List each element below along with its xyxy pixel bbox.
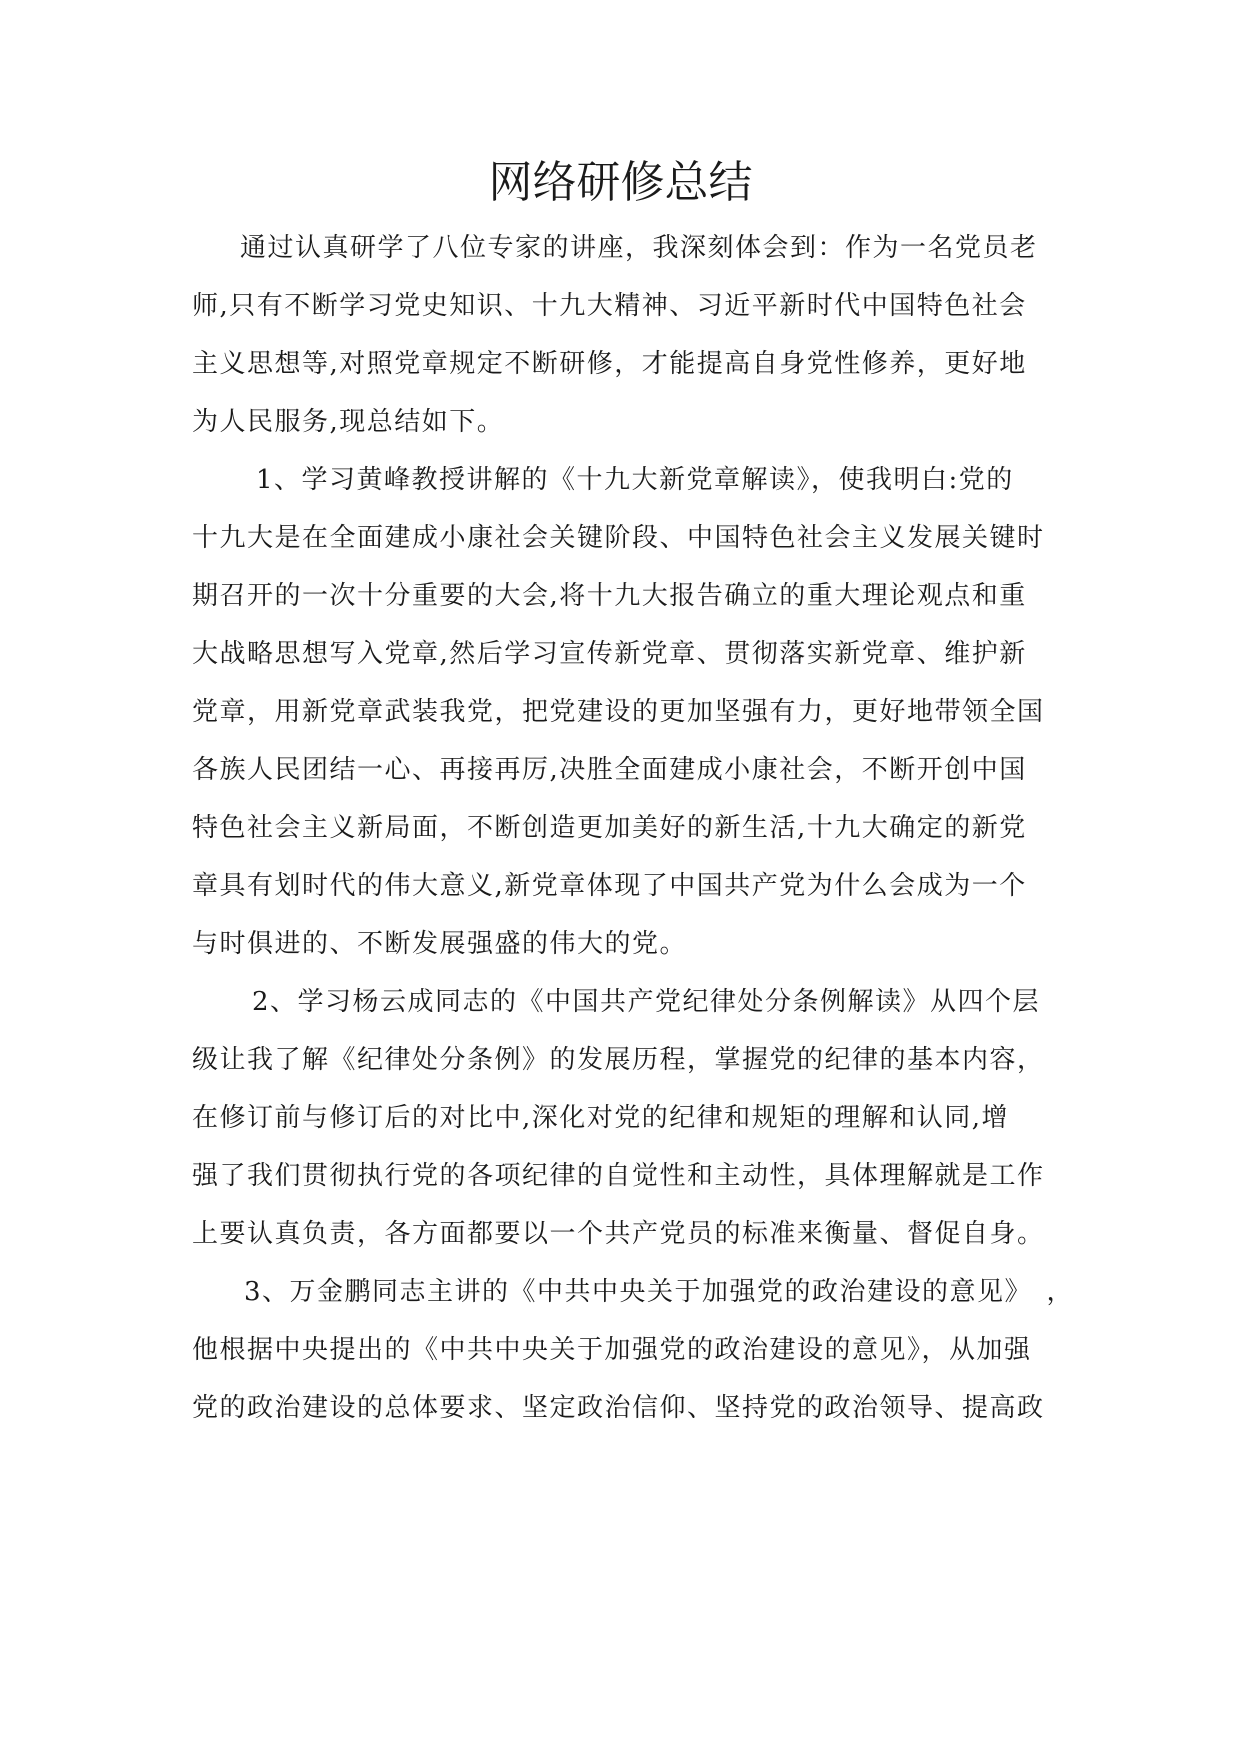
paragraph-4-line-3: 党的政治建设的总体要求、坚定政治信仰、坚持党的政治领导、提高政: [192, 1393, 1045, 1423]
paragraph-1-line-4: 为人民服务,现总结如下。: [192, 407, 505, 437]
paragraph-3-line-3: 在修订前与修订后的对比中,深化对党的纪律和规矩的理解和认同,增: [192, 1103, 1010, 1133]
paragraph-1-line-3: 主义思想等,对照党章规定不断研修，才能提高自身党性修养，更好地: [192, 349, 1027, 379]
paragraph-1-line-1: 通过认真研学了八位专家的讲座，我深刻体会到：作为一名党员老: [240, 233, 1038, 263]
paragraph-2-line-5: 党章，用新党章武装我党，把党建设的更加坚强有力，更好地带领全国: [192, 697, 1045, 727]
paragraph-4-line-1: 3、万金鹏同志主讲的《中共中央关于加强党的政治建设的意见》 ，: [244, 1277, 1075, 1307]
paragraph-3-line-5: 上要认真负责，各方面都要以一个共产党员的标准来衡量、督促自身。: [192, 1219, 1045, 1249]
paragraph-2-line-6: 各族人民团结一心、再接再厉,决胜全面建成小康社会，不断开创中国: [192, 755, 1027, 785]
paragraph-2-line-1: 1、学习黄峰教授讲解的《十九大新党章解读》，使我明白:党的: [256, 465, 1014, 495]
paragraph-4-line-2: 他根据中央提出的《中共中央关于加强党的政治建设的意见》，从加强: [192, 1335, 1032, 1365]
paragraph-3-line-1: 2、学习杨云成同志的《中国共产党纪律处分条例解读》从四个层: [252, 987, 1041, 1017]
paragraph-3-line-2: 级让我了解《纪律处分条例》的发展历程，掌握党的纪律的基本内容，: [192, 1045, 1045, 1075]
paragraph-3-line-4: 强了我们贯彻执行党的各项纪律的自觉性和主动性，具体理解就是工作: [192, 1161, 1045, 1191]
paragraph-2-line-8: 章具有划时代的伟大意义,新党章体现了中国共产党为什么会成为一个: [192, 871, 1027, 901]
paragraph-1-line-2: 师,只有不断学习党史知识、十九大精神、习近平新时代中国特色社会: [192, 291, 1027, 321]
document-title: 网络研修总结: [488, 157, 753, 208]
paragraph-2-line-4: 大战略思想写入党章,然后学习宣传新党章、贯彻落实新党章、维护新: [192, 639, 1027, 669]
paragraph-2-line-3: 期召开的一次十分重要的大会,将十九大报告确立的重大理论观点和重: [192, 581, 1027, 611]
paragraph-2-line-9: 与时俱进的、不断发展强盛的伟大的党。: [192, 929, 688, 959]
paragraph-2-line-7: 特色社会主义新局面，不断创造更加美好的新生活,十九大确定的新党: [192, 813, 1027, 843]
paragraph-2-line-2: 十九大是在全面建成小康社会关键阶段、中国特色社会主义发展关键时: [192, 523, 1045, 553]
